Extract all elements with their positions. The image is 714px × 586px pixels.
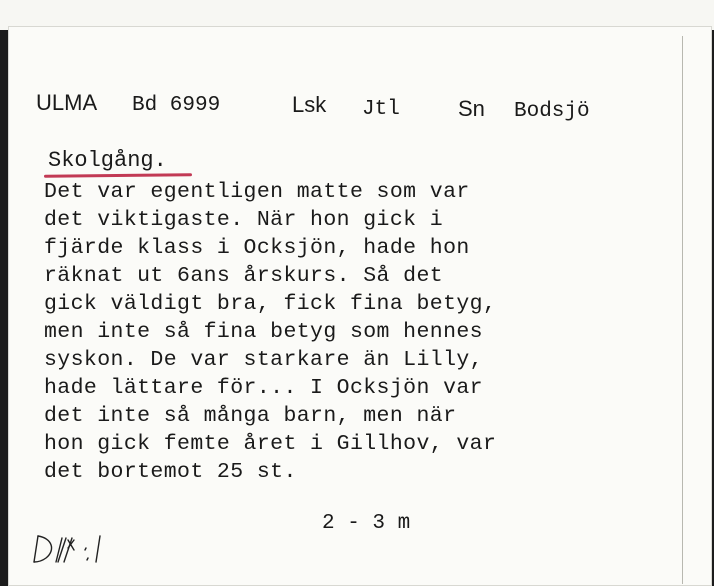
landskap-label: Lsk bbox=[292, 92, 327, 117]
archive-name: ULMA bbox=[36, 90, 98, 115]
text-line: det bortemot 25 st. bbox=[44, 460, 297, 484]
text-line: det viktigaste. När hon gick i bbox=[44, 208, 444, 232]
card-header bbox=[0, 86, 714, 126]
record-number: Bd 6999 bbox=[132, 94, 221, 117]
text-line: hade lättare för... I Ocksjön var bbox=[44, 376, 483, 400]
footer-measure: 2 - 3 m bbox=[322, 512, 411, 535]
socken-value: Bodsjö bbox=[514, 100, 590, 123]
handwritten-signature-mark bbox=[28, 528, 138, 573]
text-line: det inte så många barn, men när bbox=[44, 404, 457, 428]
text-line: hon gick femte året i Gillhov, var bbox=[44, 432, 497, 456]
card-body-text bbox=[44, 178, 644, 486]
socken-label: Sn bbox=[458, 96, 485, 121]
landskap-value: Jtl bbox=[362, 98, 400, 121]
text-line: räknat ut 6ans årskurs. Så det bbox=[44, 264, 444, 288]
text-line: syskon. De var starkare än Lilly, bbox=[44, 348, 483, 372]
text-line: gick väldigt bra, fick fina betyg, bbox=[44, 292, 497, 316]
section-title: Skolgång. bbox=[48, 148, 167, 173]
text-line: fjärde klass i Ocksjön, hade hon bbox=[44, 236, 470, 260]
text-line: Det var egentligen matte som var bbox=[44, 180, 470, 204]
text-line: men inte så fina betyg som hennes bbox=[44, 320, 483, 344]
